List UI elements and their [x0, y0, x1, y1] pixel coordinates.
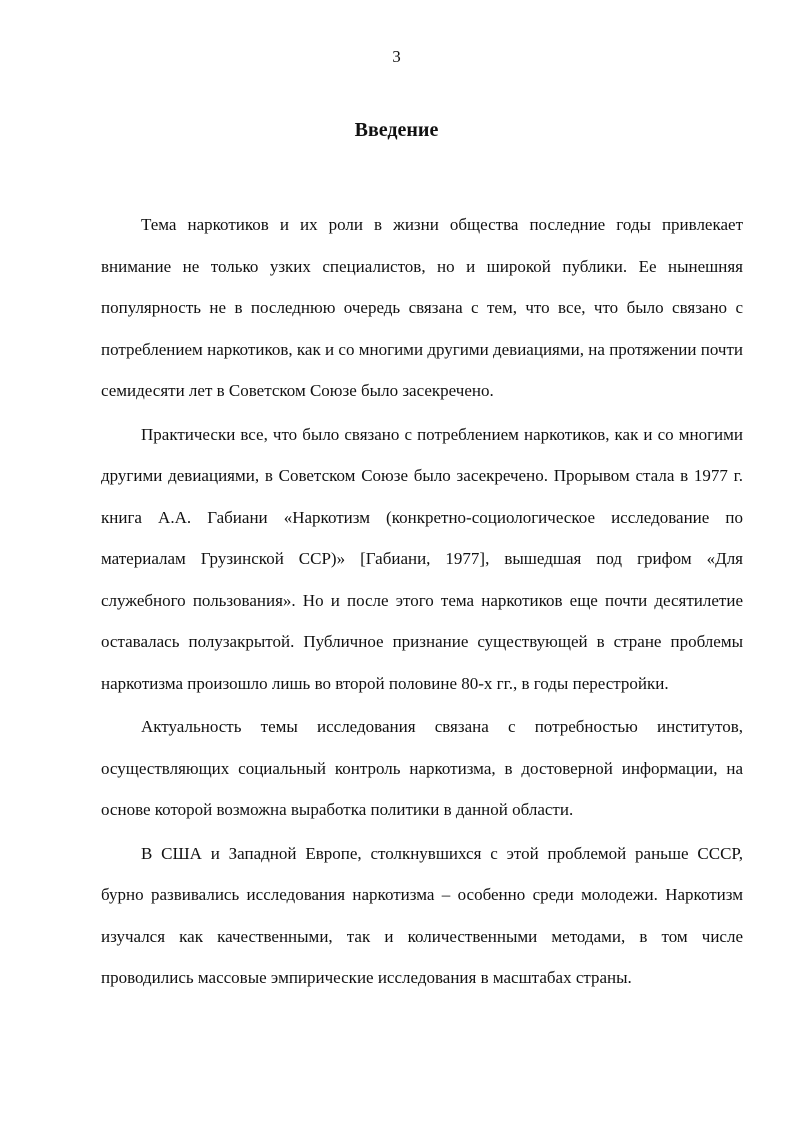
paragraph-3: Актуальность темы исследования связана с потребностью институтов, осуществляющих социальный контроль наркотизма, в достоверной информации, на основе которой возможна выработка политики в данной области.: [101, 717, 743, 819]
paragraph-4: В США и Западной Европе, столкнувшихся с этой проблемой раньше СССР, бурно развивались исследования наркотизма – особенно среди молодежи. Наркотизм изучался как качественными, так и количественными методами, в том числе проводились массовые эмпирические исследования в масштабах страны.: [101, 843, 743, 987]
body-text: [101, 204, 743, 1001]
page-number: 3: [392, 47, 401, 66]
paragraph-1: Тема наркотиков и их роли в жизни общества последние годы привлекает внимание не только узких специалистов, но и широкой публики. Ее нынешняя популярность не в последнюю очередь связана с тем, что все, что было связано с потреблением наркотиков, как и со многими другими девиациями, на протяжении почти семидесяти лет в Советском Союзе было засекречено.: [101, 215, 743, 400]
paragraph-2: Практически все, что было связано с потреблением наркотиков, как и со многими другими девиациями, в Советском Союзе было засекречено. Прорывом стала в 1977 г. книга А.А. Габиани «Наркотизм (конкретно-социологическое исследование по материалам Грузинской ССР)» [Габиани, 1977], вышедшая под грифом «Для служебного пользования». Но и после этого тема наркотиков еще почти десятилетие оставалась полузакрытой. Публичное признание существующей в стране проблемы наркотизма произошло лишь во второй половине 80-х гг., в годы перестройки.: [101, 424, 743, 693]
page-title: Введение: [354, 119, 439, 141]
